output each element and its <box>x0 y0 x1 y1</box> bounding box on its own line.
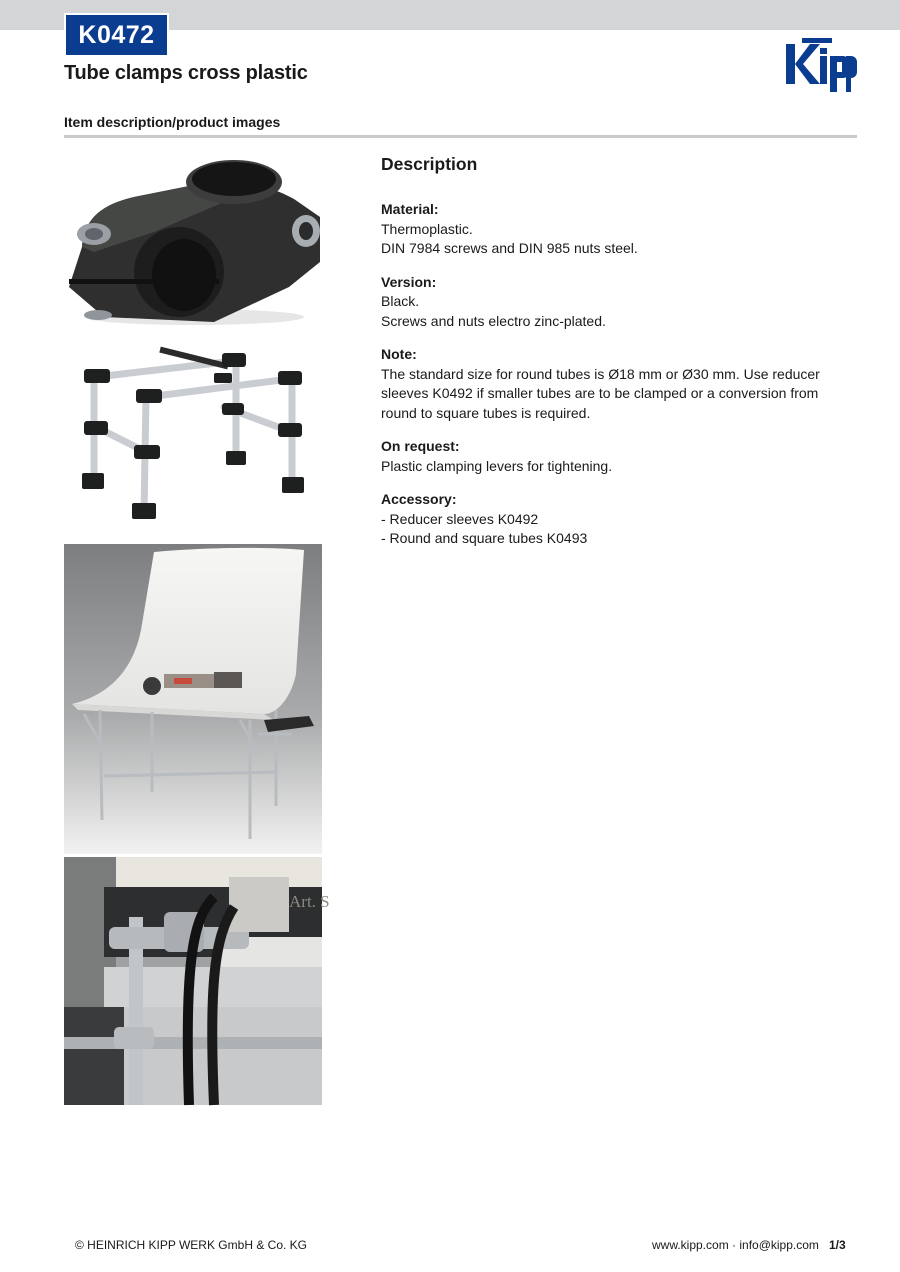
accessory-item: - Reducer sleeves K0492 <box>381 510 539 527</box>
application-photo-table <box>64 544 322 854</box>
version-label: Version: <box>381 273 437 290</box>
version-line: Screws and nuts electro zinc-plated. <box>381 312 606 329</box>
product-code: K0472 <box>66 15 167 55</box>
product-photo-frame <box>64 335 322 535</box>
on-request-label: On request: <box>381 438 460 454</box>
application-photo-machine <box>64 857 330 1105</box>
accessory-item: - Round and square tubes K0493 <box>381 530 588 546</box>
product-photo-clamp <box>64 157 322 329</box>
product-code-badge <box>64 13 169 57</box>
material-label: Material: <box>381 201 439 217</box>
material-line: DIN 7984 screws and DIN 985 nuts steel. <box>381 240 638 256</box>
on-request-line: Plastic clamping levers for tightening. <box>381 457 613 474</box>
section-divider <box>64 135 857 138</box>
kipp-logo <box>784 38 858 92</box>
accessory-label: Accessory: <box>381 491 457 507</box>
version-block <box>381 273 841 332</box>
page-title: Tube clamps cross plastic <box>64 62 308 84</box>
description-heading: Description <box>381 154 478 174</box>
accessory-block <box>381 490 841 549</box>
page-number: 1/3 <box>829 1238 846 1252</box>
footer-copyright: © HEINRICH KIPP WERK GmbH & Co. KG <box>75 1238 307 1252</box>
note-block <box>381 345 841 423</box>
note-label: Note: <box>381 346 417 362</box>
section-title: Item description/product images <box>64 114 281 130</box>
note-text: The standard size for round tubes is Ø18 mm or Ø30 mm. Use reducer sleeves K0492 if smaller tubes are to be clamped or a conversion from round to square tubes is required. <box>381 365 820 421</box>
footer-contact: www.kipp.com · info@kipp.com <box>652 1238 819 1252</box>
material-block <box>381 200 841 259</box>
version-line: Black. <box>381 293 420 309</box>
machine-label-text: Art. S <box>289 892 330 911</box>
material-line: Thermoplastic. <box>381 220 473 237</box>
on-request-block <box>381 437 841 476</box>
description-panel <box>381 152 841 563</box>
